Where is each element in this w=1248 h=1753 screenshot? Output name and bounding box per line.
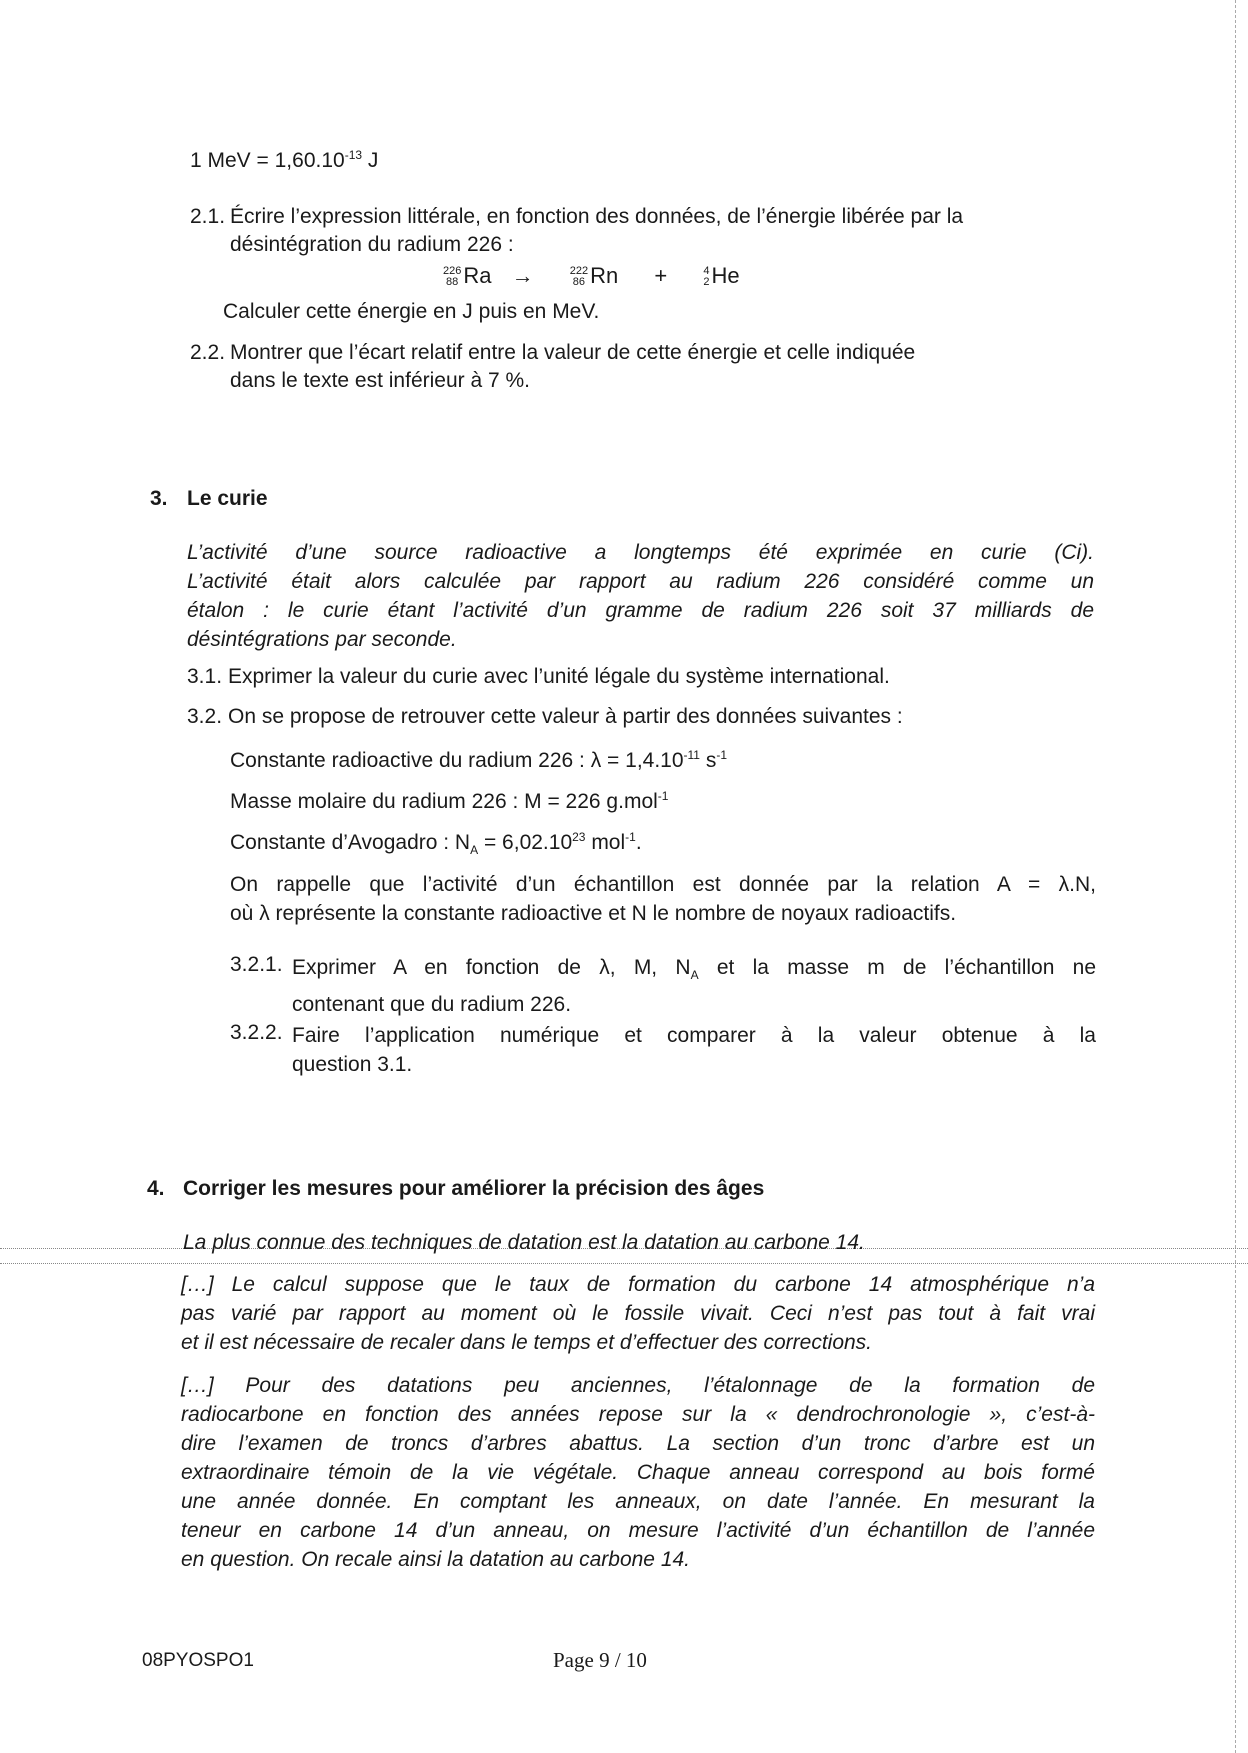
recall-line: où λ représente la constante radioactive et N le nombre de noyaux radioactifs. xyxy=(230,902,957,925)
question-line: question 3.1. xyxy=(292,1053,413,1076)
question-line: Montrer que l’écart relatif entre la valeur de cette énergie et celle indiquée xyxy=(230,341,916,364)
intro-line: désintégrations par seconde. xyxy=(187,628,457,651)
question-number: 3.2.2. xyxy=(230,1021,283,1044)
paragraph-line: dire l’examen de troncs d’arbres abattus. La section d’un tronc d’arbre est un xyxy=(181,1432,1095,1455)
question-line: désintégration du radium 226 : xyxy=(230,233,514,256)
section-title: Le curie xyxy=(187,487,268,510)
question-text xyxy=(292,953,1096,1019)
paragraph-line: pas varié par rapport au moment où le fossile vivait. Ceci n’est pas tout à fait vrai xyxy=(181,1302,1095,1325)
section-number: 4. xyxy=(147,1177,165,1200)
paragraph-line: extraordinaire témoin de la vie végétale. Chaque anneau correspond au bois formé xyxy=(181,1461,1095,1484)
ra-nucleon-notation: 226 88 xyxy=(443,265,462,289)
intro-line: L’activité d’une source radioactive a longtemps été exprimée en curie (Ci). xyxy=(187,541,1094,564)
decay-equation: 226 88 Ra → 222 86 Rn + 4 2 He xyxy=(443,263,740,289)
question-text xyxy=(230,341,1095,393)
question-number: 2.1. xyxy=(190,205,226,228)
activity-recall xyxy=(230,870,1096,928)
question-number: 3.2.1. xyxy=(230,953,283,976)
question-text: Exprimer la valeur du curie avec l’unité légale du système international. xyxy=(228,665,890,688)
section-intro xyxy=(187,538,1094,654)
question-number: 2.2. xyxy=(190,341,226,364)
question-number: 3.2. xyxy=(187,705,223,728)
paragraph-line: en question. On recale ainsi la datation au carbone 14. xyxy=(181,1548,691,1571)
footer-code: 08PYOSPO1 xyxy=(142,1650,254,1671)
section4-paragraph-1: La plus connue des techniques de datation est la datation au carbone 14. xyxy=(183,1231,865,1254)
question-text xyxy=(292,1021,1096,1079)
mev-constant: 1 MeV = $1,60.10^{-13}$ J xyxy=(190,148,379,172)
section-number: 3. xyxy=(150,487,168,510)
question-line: dans le texte est inférieur à 7 %. xyxy=(230,369,530,392)
question-line: Exprimer A en fonction de λ, M, $N_A$ et la masse m de l’échantillon ne xyxy=(292,956,1096,983)
paragraph-line: une année donnée. En comptant les anneaux, on date l’année. En mesurant la xyxy=(181,1490,1095,1513)
question-line: Écrire l’expression littérale, en fonction des données, de l’énergie libérée par la xyxy=(230,205,964,228)
paragraph-line: teneur en carbone 14 d’un anneau, on mesure l’activité d’un échantillon de l’année xyxy=(181,1519,1095,1542)
question-line: contenant que du radium 226. xyxy=(292,993,572,1017)
scan-fold-line-2 xyxy=(0,1263,1248,1264)
paragraph-line: […] Le calcul suppose que le taux de formation du carbone 14 atmosphérique n’a xyxy=(181,1273,1095,1296)
data-molar-mass: Masse molaire du radium 226 : M = 226 g.mol$^{-1}$ xyxy=(230,789,669,813)
paragraph-line: radiocarbone en fonction des années repose sur la « dendrochronologie », c’est-à- xyxy=(181,1403,1095,1426)
intro-line: L’activité était alors calculée par rapport au radium 226 considéré comme un xyxy=(187,570,1094,593)
rn-nucleon-notation: 222 86 xyxy=(569,265,589,289)
paragraph-line: et il est nécessaire de recaler dans le temps et d’effectuer des corrections. xyxy=(181,1331,873,1354)
question-text xyxy=(230,205,1095,257)
intro-line: étalon : le curie étant l’activité d’un gramme de radium 226 soit 37 milliards de xyxy=(187,599,1094,622)
data-constant-lambda: Constante radioactive du radium 226 : $\lambda = 1,4.10^{-11}$ $s^{-1}$ xyxy=(230,748,727,772)
data-avogadro: Constante d’Avogadro : $N_A = 6,02.10^{23}$ mol$^{-1}$. xyxy=(230,830,642,858)
he-nucleon-notation: 4 2 xyxy=(703,265,710,289)
question-number: 3.1. xyxy=(187,665,223,688)
question-line: Faire l’application numérique et comparer à la valeur obtenue à la xyxy=(292,1024,1096,1047)
paragraph-line: […] Pour des datations peu anciennes, l’étalonnage de la formation de xyxy=(181,1374,1095,1397)
section4-paragraph-3 xyxy=(181,1371,1095,1574)
scan-edge-line xyxy=(1235,0,1236,1753)
question-text: On se propose de retrouver cette valeur à partir des données suivantes : xyxy=(228,705,903,728)
section-title: Corriger les mesures pour améliorer la précision des âges xyxy=(183,1177,765,1200)
footer-page-number: Page 9 / 10 xyxy=(553,1648,647,1672)
section4-paragraph-2 xyxy=(181,1270,1095,1357)
recall-line: On rappelle que l’activité d’un échantillon est donnée par la relation A = λ.N, xyxy=(230,873,1096,896)
calc-instruction: Calculer cette énergie en J puis en MeV. xyxy=(223,300,600,323)
